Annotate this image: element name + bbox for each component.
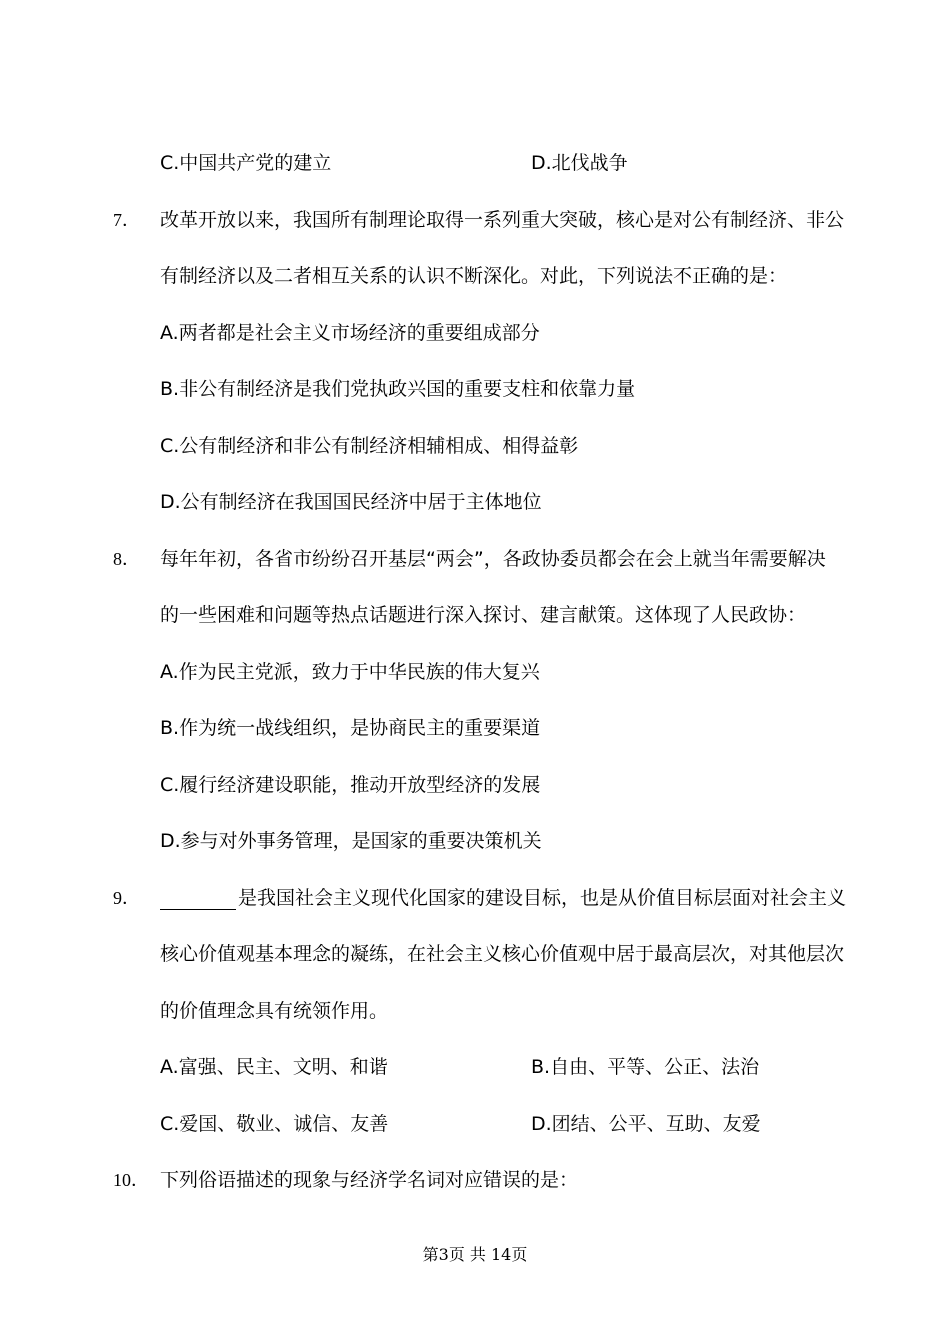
q9-answer-blank [160, 889, 236, 910]
q9-option-c: C.爱国、敬业、诚信、友善 [160, 1113, 389, 1135]
q7-option-d: D.公有制经济在我国国民经济中居于主体地位 [160, 491, 542, 513]
page-footer: 第3页 共 14页 [422, 1245, 528, 1264]
q8-stem-line2: 的一些困难和问题等热点话题进行深入探讨、建言献策。这体现了人民政协： [160, 604, 807, 626]
q7-stem-line1: 改革开放以来，我国所有制理论取得一系列重大突破，核心是对公有制经济、非公 [160, 209, 845, 231]
q8-option-d: D.参与对外事务管理，是国家的重要决策机关 [160, 830, 542, 852]
q8-number: 8． [113, 549, 140, 569]
q9-option-d: D.团结、公平、互助、友爱 [531, 1113, 761, 1135]
q10-stem-line1: 下列俗语描述的现象与经济学名词对应错误的是： [160, 1169, 579, 1191]
q9-stem-line1 [160, 886, 846, 910]
q7-option-c: C.公有制经济和非公有制经济相辅相成、相得益彰 [160, 435, 579, 457]
q7-option-a: A.两者都是社会主义市场经济的重要组成部分 [160, 322, 540, 344]
q8-option-a: A.作为民主党派，致力于中华民族的伟大复兴 [160, 661, 540, 683]
q7-number: 7． [113, 210, 140, 230]
q6-option-d: D.北伐战争 [531, 152, 628, 174]
q9-option-b: B.自由、平等、公正、法治 [531, 1056, 760, 1078]
q7-stem-line2: 有制经济以及二者相互关系的认识不断深化。对此，下列说法不正确的是： [160, 265, 788, 287]
q9-option-a: A.富强、民主、文明、和谐 [160, 1056, 388, 1078]
q8-option-c: C.履行经济建设职能，推动开放型经济的发展 [160, 774, 541, 796]
q9-stem-line3: 的价值理念具有统领作用。 [160, 1000, 389, 1022]
q10-number: 10． [113, 1170, 149, 1190]
q8-option-b: B.作为统一战线组织，是协商民主的重要渠道 [160, 717, 541, 739]
q9-stem-line2: 核心价值观基本理念的凝练，在社会主义核心价值观中居于最高层次，对其他层次 [160, 943, 845, 965]
q6-option-c: C.中国共产党的建立 [160, 152, 332, 174]
q9-number: 9． [113, 888, 140, 908]
q9-stem-line1-text: 是我国社会主义现代化国家的建设目标，也是从价值目标层面对社会主义 [238, 887, 847, 909]
q7-option-b: B.非公有制经济是我们党执政兴国的重要支柱和依靠力量 [160, 378, 636, 400]
q8-stem-line1: 每年年初，各省市纷纷召开基层“两会”，各政协委员都会在会上就当年需要解决 [160, 548, 826, 570]
